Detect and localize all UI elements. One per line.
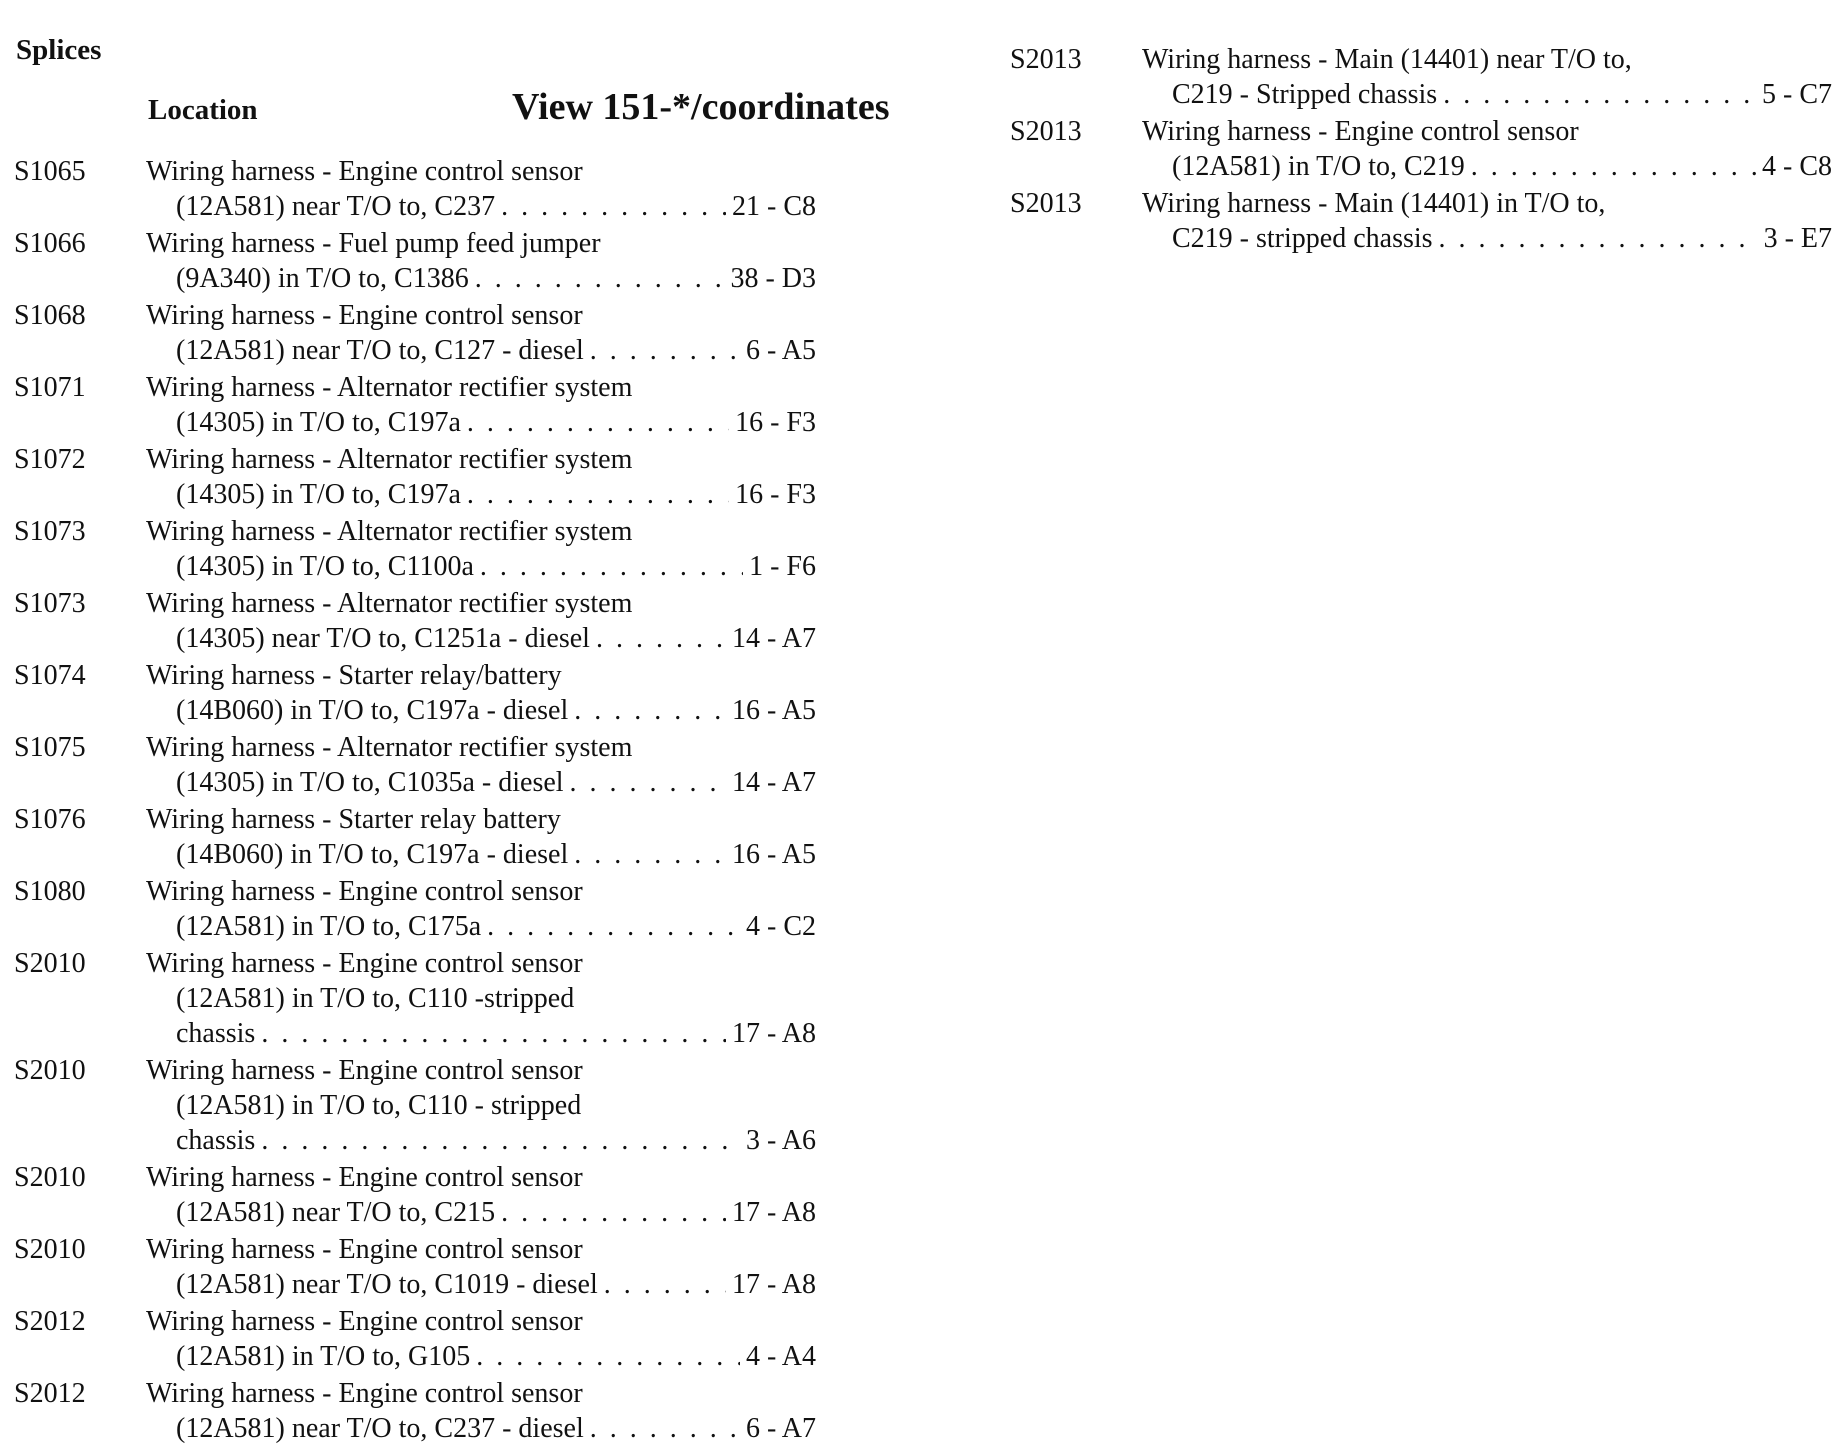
splice-entry <box>14 946 834 1051</box>
dot-leader <box>467 405 729 440</box>
description-line: Wiring harness - Main (14401) in T/O to, <box>1142 188 1606 219</box>
description-last-line: (9A340) in T/O to, C1386 <box>176 263 469 294</box>
splice-entry <box>14 1160 834 1230</box>
splice-entry <box>14 586 834 656</box>
description-leader-line <box>146 1195 816 1230</box>
splice-entry <box>14 874 834 944</box>
view-coordinates: 16 - F3 <box>735 479 816 510</box>
splice-list-right <box>1010 42 1838 258</box>
description-leader-line <box>146 693 816 728</box>
view-coordinates-column-heading: View 151-*/coordinates <box>512 86 890 128</box>
view-coordinates: 4 - C2 <box>746 911 816 942</box>
splice-entry <box>14 1232 834 1302</box>
splice-entry <box>14 514 834 584</box>
description-last-line: chassis <box>176 1018 256 1049</box>
description-leader-line <box>146 189 816 224</box>
splice-id: S2013 <box>1010 116 1082 147</box>
dot-leader <box>487 909 740 944</box>
description-last-line: C219 - stripped chassis <box>1172 223 1433 254</box>
description-line: (12A581) in T/O to, C110 -stripped <box>176 983 575 1014</box>
description-line: Wiring harness - Engine control sensor <box>146 156 583 187</box>
dot-leader <box>476 1339 740 1374</box>
splice-description <box>146 1232 816 1302</box>
splice-entry <box>14 730 834 800</box>
splice-id: S1073 <box>14 516 86 547</box>
description-leader-line <box>146 1411 816 1446</box>
splice-description <box>146 154 816 224</box>
splice-id: S1065 <box>14 156 86 187</box>
splice-description <box>1142 186 1832 256</box>
description-line: Wiring harness - Starter relay/battery <box>146 660 562 691</box>
description-leader-line <box>146 837 816 872</box>
description-leader-line <box>146 477 816 512</box>
description-last-line: (14305) in T/O to, C1035a - diesel <box>176 767 564 798</box>
splice-id: S2010 <box>14 1162 86 1193</box>
view-coordinates: 3 - E7 <box>1763 223 1832 254</box>
splice-description <box>1142 42 1832 112</box>
description-last-line: (12A581) in T/O to, C219 <box>1172 151 1465 182</box>
splice-description <box>146 442 816 512</box>
splice-id: S1071 <box>14 372 86 403</box>
description-last-line: (12A581) in T/O to, G105 <box>176 1341 471 1372</box>
splice-id: S2012 <box>14 1378 86 1409</box>
description-line: Wiring harness - Engine control sensor <box>146 948 583 979</box>
description-line: Wiring harness - Engine control sensor <box>146 1306 583 1337</box>
description-last-line: (14B060) in T/O to, C197a - diesel <box>176 695 569 726</box>
splice-entry <box>14 1376 834 1446</box>
dot-leader <box>596 621 726 656</box>
dot-leader <box>501 1195 726 1230</box>
splice-id: S2010 <box>14 1234 86 1265</box>
location-column-heading: Location <box>148 94 258 126</box>
description-line: Wiring harness - Fuel pump feed jumper <box>146 228 601 259</box>
splice-list-left <box>14 154 834 1448</box>
dot-leader <box>590 333 740 368</box>
dot-leader <box>590 1411 740 1446</box>
description-line: Wiring harness - Engine control sensor <box>146 1378 583 1409</box>
description-leader-line <box>146 549 816 584</box>
dot-leader <box>1439 221 1758 256</box>
description-line: Wiring harness - Alternator rectifier system <box>146 372 633 403</box>
dot-leader <box>1443 77 1756 112</box>
splice-id: S2013 <box>1010 44 1082 75</box>
splice-description <box>146 802 816 872</box>
description-line: Wiring harness - Starter relay battery <box>146 804 561 835</box>
description-line: Wiring harness - Engine control sensor <box>1142 116 1579 147</box>
splice-entry <box>14 442 834 512</box>
view-coordinates: 17 - A8 <box>732 1018 816 1049</box>
splice-entry <box>1010 186 1838 256</box>
description-line: Wiring harness - Alternator rectifier system <box>146 588 633 619</box>
view-coordinates: 16 - A5 <box>732 695 816 726</box>
splice-id: S1073 <box>14 588 86 619</box>
dot-leader <box>480 549 743 584</box>
description-last-line: (12A581) near T/O to, C237 <box>176 191 496 222</box>
dot-leader <box>574 693 726 728</box>
description-leader-line <box>146 909 816 944</box>
splice-description <box>146 298 816 368</box>
splice-id: S1066 <box>14 228 86 259</box>
splice-entry <box>14 1053 834 1158</box>
view-coordinates: 4 - A4 <box>746 1341 816 1372</box>
splice-entry <box>1010 42 1838 112</box>
description-leader-line <box>1142 221 1832 256</box>
view-coordinates: 4 - C8 <box>1762 151 1832 182</box>
splice-id: S1074 <box>14 660 86 691</box>
description-leader-line <box>1142 149 1832 184</box>
description-last-line: (14305) in T/O to, C197a <box>176 407 461 438</box>
view-coordinates: 16 - F3 <box>735 407 816 438</box>
splice-description <box>1142 114 1832 184</box>
splice-id: S2010 <box>14 1055 86 1086</box>
description-leader-line <box>146 1267 816 1302</box>
description-leader-line <box>1142 77 1832 112</box>
splice-description <box>146 874 816 944</box>
description-leader-line <box>146 1123 816 1158</box>
description-last-line: (12A581) near T/O to, C215 <box>176 1197 496 1228</box>
description-leader-line <box>146 333 816 368</box>
description-line: Wiring harness - Engine control sensor <box>146 1055 583 1086</box>
description-leader-line <box>146 621 816 656</box>
splice-description <box>146 658 816 728</box>
dot-leader <box>467 477 729 512</box>
splice-description <box>146 730 816 800</box>
view-coordinates: 1 - F6 <box>749 551 816 582</box>
splice-id: S1080 <box>14 876 86 907</box>
dot-leader <box>604 1267 726 1302</box>
description-line: Wiring harness - Engine control sensor <box>146 876 583 907</box>
splice-id: S2012 <box>14 1306 86 1337</box>
splice-id: S1068 <box>14 300 86 331</box>
dot-leader <box>261 1123 740 1158</box>
splice-entry <box>14 1304 834 1374</box>
description-last-line: (12A581) near T/O to, C127 - diesel <box>176 335 584 366</box>
view-coordinates: 5 - C7 <box>1762 79 1832 110</box>
description-line: Wiring harness - Alternator rectifier system <box>146 516 633 547</box>
splice-entry <box>14 226 834 296</box>
view-coordinates: 14 - A7 <box>732 623 816 654</box>
description-last-line: (14305) near T/O to, C1251a - diesel <box>176 623 590 654</box>
dot-leader <box>574 837 726 872</box>
dot-leader <box>501 189 726 224</box>
description-last-line: (14305) in T/O to, C1100a <box>176 551 474 582</box>
view-coordinates: 38 - D3 <box>730 263 816 294</box>
splice-entry <box>14 658 834 728</box>
splice-description <box>146 1376 816 1446</box>
view-coordinates: 14 - A7 <box>732 767 816 798</box>
description-last-line: chassis <box>176 1125 256 1156</box>
description-last-line: (12A581) near T/O to, C237 - diesel <box>176 1413 584 1444</box>
view-coordinates: 21 - C8 <box>732 191 816 222</box>
description-line: (12A581) in T/O to, C110 - stripped <box>176 1090 582 1121</box>
splice-description <box>146 226 816 296</box>
splice-id: S1075 <box>14 732 86 763</box>
splice-id: S2013 <box>1010 188 1082 219</box>
splice-entry <box>14 298 834 368</box>
splice-description <box>146 586 816 656</box>
view-coordinates: 17 - A8 <box>732 1197 816 1228</box>
splice-entry <box>1010 114 1838 184</box>
description-line: Wiring harness - Engine control sensor <box>146 300 583 331</box>
splice-id: S2010 <box>14 948 86 979</box>
description-last-line: (12A581) in T/O to, C175a <box>176 911 482 942</box>
description-line: Wiring harness - Engine control sensor <box>146 1162 583 1193</box>
description-line: Wiring harness - Engine control sensor <box>146 1234 583 1265</box>
splice-entry <box>14 370 834 440</box>
dot-leader <box>570 765 726 800</box>
section-title: Splices <box>16 34 102 66</box>
view-coordinates: 6 - A5 <box>746 335 816 366</box>
description-last-line: (14B060) in T/O to, C197a - diesel <box>176 839 569 870</box>
splice-description <box>146 370 816 440</box>
description-leader-line <box>146 1339 816 1374</box>
view-coordinates: 3 - A6 <box>746 1125 816 1156</box>
description-leader-line <box>146 405 816 440</box>
splice-description <box>146 946 816 1051</box>
splice-description <box>146 1304 816 1374</box>
splice-id: S1076 <box>14 804 86 835</box>
description-last-line: (14305) in T/O to, C197a <box>176 479 461 510</box>
splice-description <box>146 1053 816 1158</box>
splice-entry <box>14 802 834 872</box>
description-leader-line <box>146 261 816 296</box>
dot-leader <box>261 1016 726 1051</box>
dot-leader <box>475 261 725 296</box>
splice-entry <box>14 154 834 224</box>
description-leader-line <box>146 1016 816 1051</box>
description-line: Wiring harness - Main (14401) near T/O to, <box>1142 44 1632 75</box>
splice-id: S1072 <box>14 444 86 475</box>
splice-description <box>146 1160 816 1230</box>
description-line: Wiring harness - Alternator rectifier system <box>146 444 633 475</box>
description-line: Wiring harness - Alternator rectifier system <box>146 732 633 763</box>
view-coordinates: 16 - A5 <box>732 839 816 870</box>
splice-description <box>146 514 816 584</box>
dot-leader <box>1471 149 1756 184</box>
description-leader-line <box>146 765 816 800</box>
description-last-line: C219 - Stripped chassis <box>1172 79 1438 110</box>
description-last-line: (12A581) near T/O to, C1019 - diesel <box>176 1269 598 1300</box>
view-coordinates: 6 - A7 <box>746 1413 816 1444</box>
view-coordinates: 17 - A8 <box>732 1269 816 1300</box>
